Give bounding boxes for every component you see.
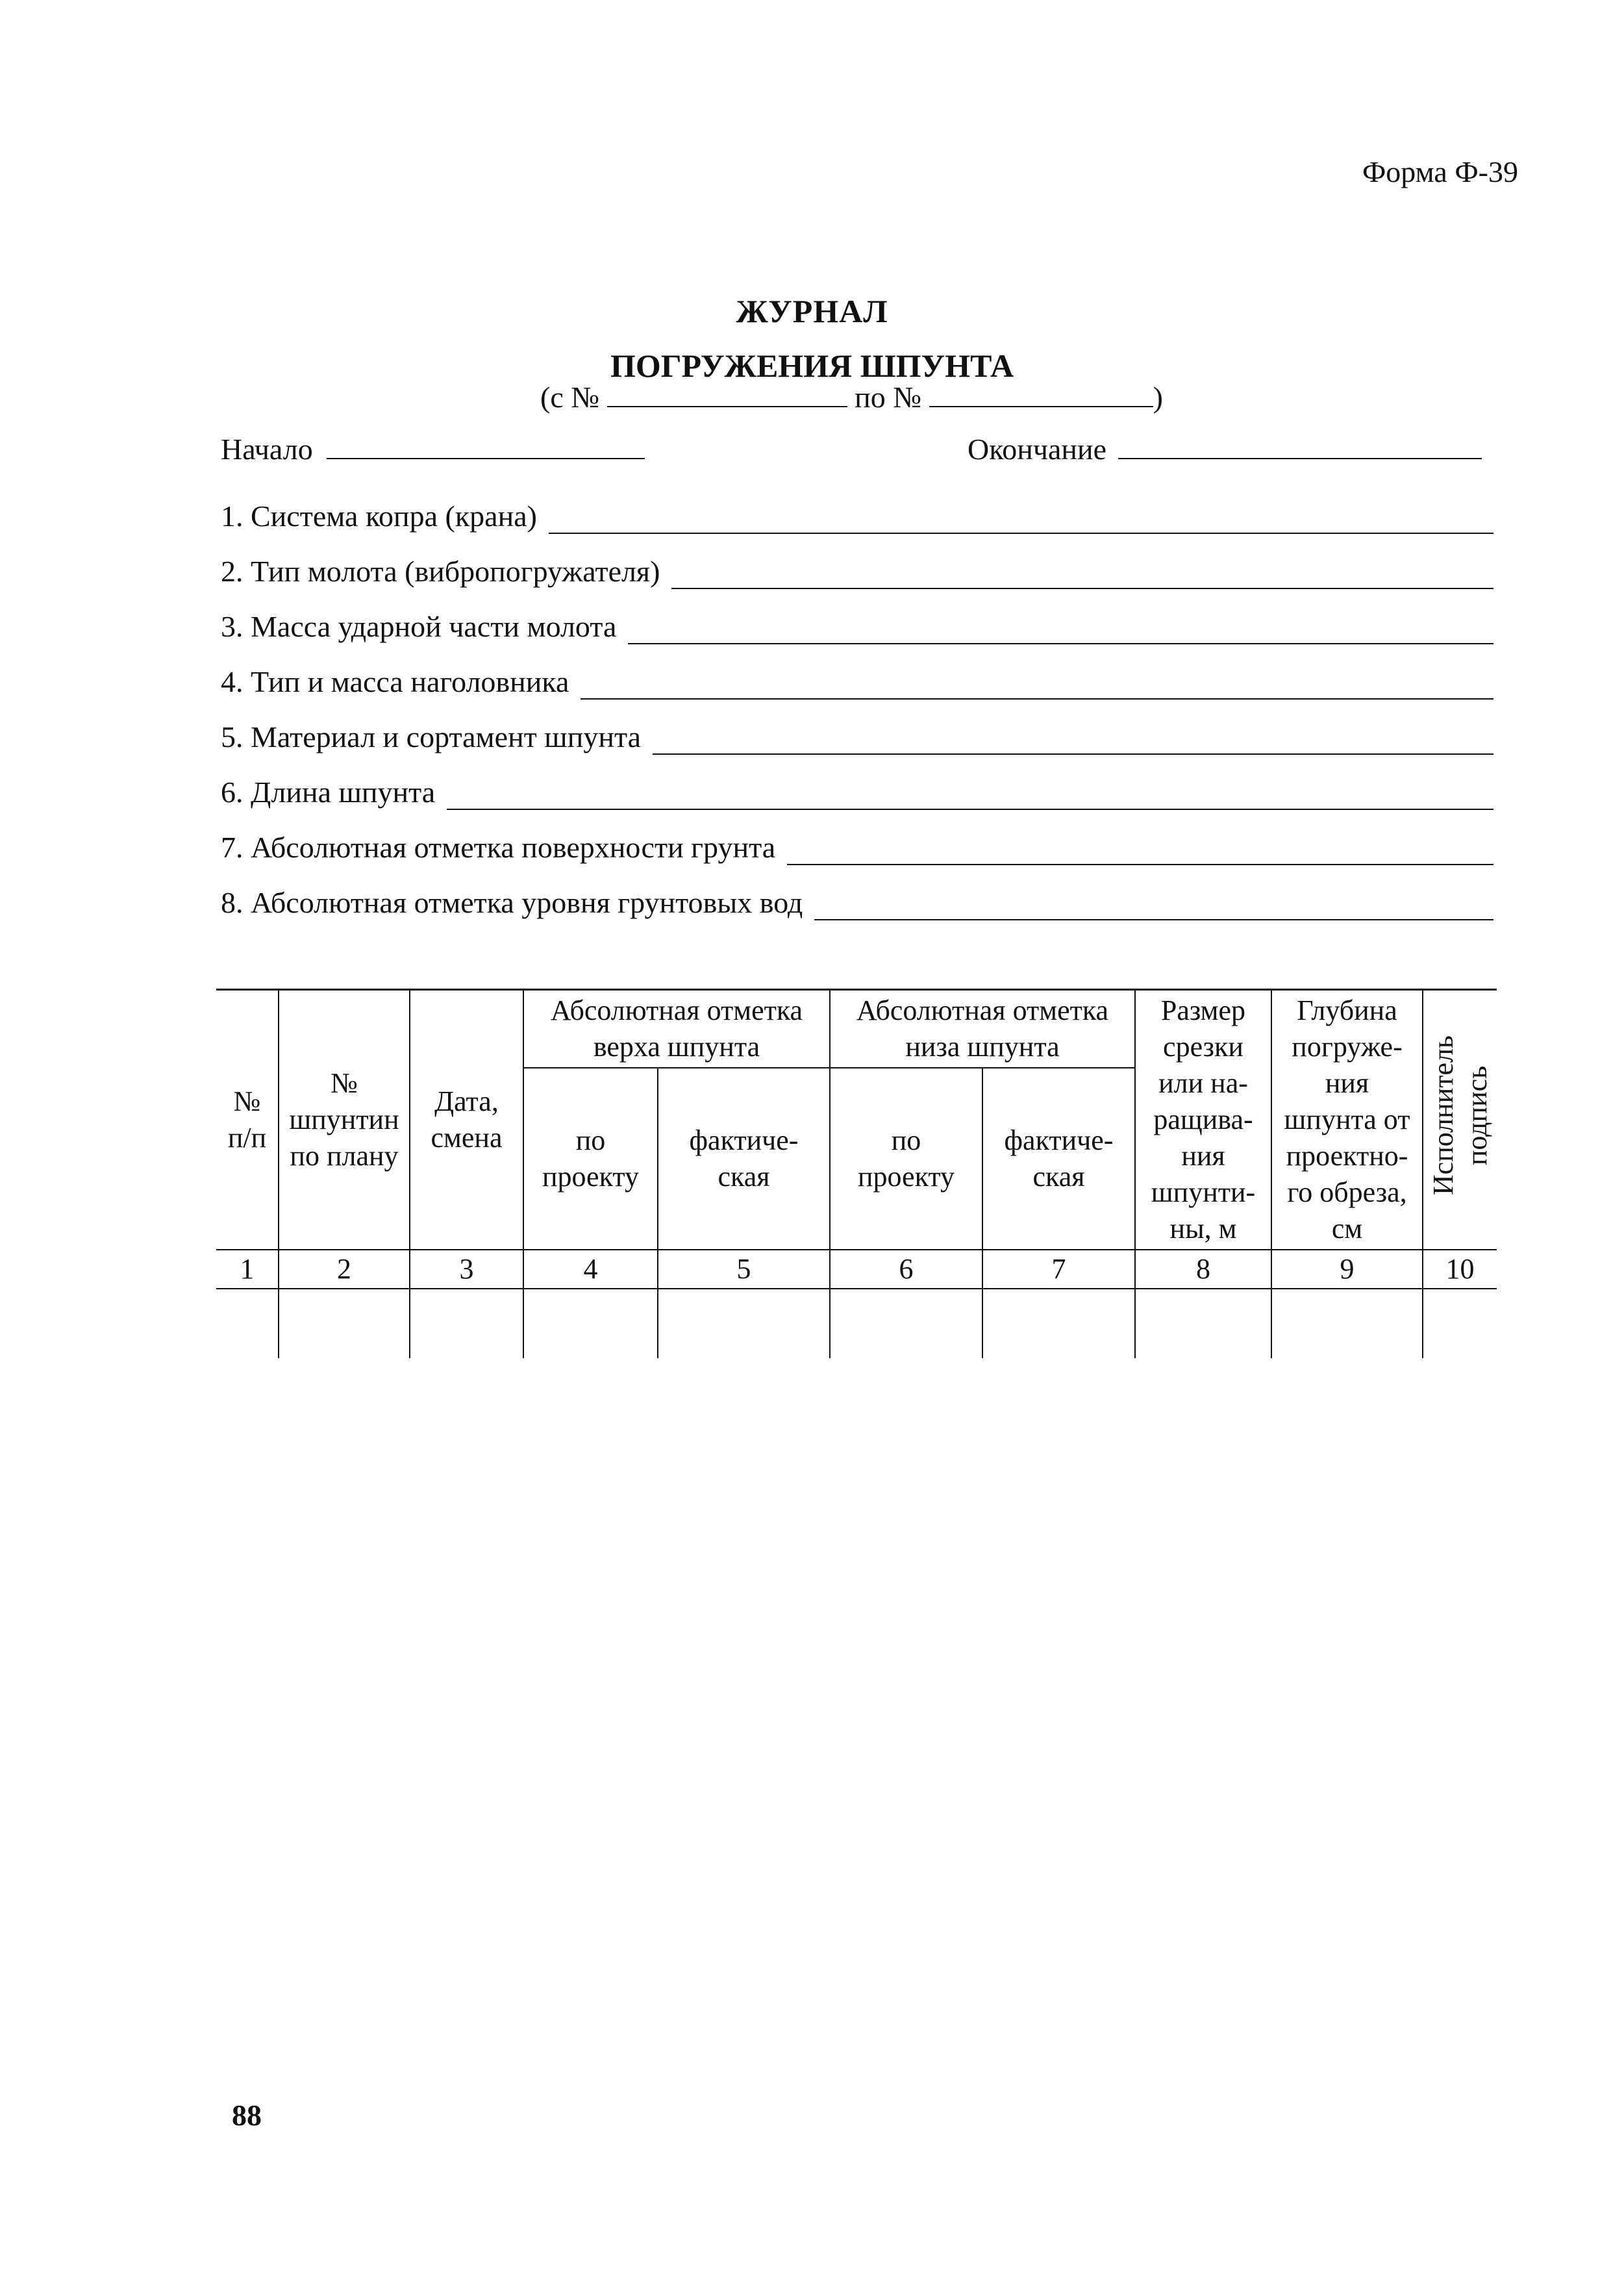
field-label: 5. Материал и сортамент шпунта xyxy=(221,720,642,753)
header-col-3: Дата, смена xyxy=(410,990,523,1250)
title-block xyxy=(0,288,1624,388)
table-cell[interactable] xyxy=(830,1289,982,1358)
range-to-field[interactable] xyxy=(929,380,1153,407)
field-line[interactable] xyxy=(628,609,1493,644)
field-row xyxy=(221,885,1493,941)
field-row xyxy=(221,720,1493,775)
header-row-1 xyxy=(216,990,1497,1068)
table-row xyxy=(216,1289,1497,1358)
column-numbers-row xyxy=(216,1250,1497,1289)
field-row xyxy=(221,775,1493,830)
field-label: 8. Абсолютная отметка уровня грунтовых вод xyxy=(221,886,803,919)
header-col-2: № шпунтин по плану xyxy=(279,990,410,1250)
col-number: 5 xyxy=(658,1250,830,1289)
table-cell[interactable] xyxy=(279,1289,410,1358)
col-number: 2 xyxy=(279,1250,410,1289)
field-label: 7. Абсолютная отметка поверхности грунта xyxy=(221,831,776,864)
start-end-row xyxy=(221,432,1493,466)
col-number: 6 xyxy=(830,1250,982,1289)
header-col-9: Глубина погруже- ния шпунта от проектно- го обреза, см xyxy=(1271,990,1423,1250)
col-number: 9 xyxy=(1271,1250,1423,1289)
field-row xyxy=(221,830,1493,885)
table-cell[interactable] xyxy=(410,1289,523,1358)
col-number: 3 xyxy=(410,1250,523,1289)
form-number: Форма Ф-39 xyxy=(1362,155,1518,188)
header-col-6: по проекту xyxy=(830,1068,982,1250)
header-col-5: фактиче- ская xyxy=(658,1068,830,1250)
table-cell[interactable] xyxy=(1423,1289,1497,1358)
field-label: 1. Система копра (крана) xyxy=(221,499,537,533)
table-cell[interactable] xyxy=(216,1289,279,1358)
range-from-field[interactable] xyxy=(607,380,847,407)
range-close: ) xyxy=(1153,381,1163,414)
field-row xyxy=(221,499,1493,554)
field-line[interactable] xyxy=(671,554,1493,589)
table-cell[interactable] xyxy=(1135,1289,1271,1358)
field-row xyxy=(221,554,1493,609)
fields-list xyxy=(221,499,1493,941)
field-label: 6. Длина шпунта xyxy=(221,776,436,809)
start-field[interactable] xyxy=(327,432,645,459)
col-number: 8 xyxy=(1135,1250,1271,1289)
header-col-8: Размер срезки или на- ращива- ния шпунти- ны, м xyxy=(1135,990,1271,1250)
end-field[interactable] xyxy=(1118,432,1482,459)
page-subtitle: ПОГРУЖЕНИЯ ШПУНТА xyxy=(610,347,1014,384)
range-line xyxy=(540,380,1163,414)
field-line[interactable] xyxy=(787,830,1493,865)
field-line[interactable] xyxy=(814,885,1493,920)
range-to-label: по № xyxy=(855,381,922,414)
field-label: 4. Тип и масса наголовника xyxy=(221,665,569,698)
col-number: 1 xyxy=(216,1250,279,1289)
header-col-7: фактиче- ская xyxy=(982,1068,1135,1250)
page-title: ЖУРНАЛ xyxy=(736,293,888,329)
col-number: 4 xyxy=(523,1250,658,1289)
field-row xyxy=(221,664,1493,720)
field-line[interactable] xyxy=(549,499,1493,534)
table-cell[interactable] xyxy=(1271,1289,1423,1358)
table-cell[interactable] xyxy=(982,1289,1135,1358)
field-label: 2. Тип молота (вибропогружателя) xyxy=(221,555,660,588)
field-line[interactable] xyxy=(447,775,1493,810)
end-part xyxy=(968,432,1482,466)
range-from-label: (с № xyxy=(540,381,600,414)
header-col-10-text: Исполнитель подпись xyxy=(1427,1035,1493,1196)
header-group-top: Абсолютная отметка верха шпунта xyxy=(523,990,830,1068)
journal-table xyxy=(216,989,1497,1358)
table-cell[interactable] xyxy=(523,1289,658,1358)
field-label: 3. Масса ударной части молота xyxy=(221,610,617,643)
field-line[interactable] xyxy=(653,720,1493,755)
header-col-10 xyxy=(1423,990,1497,1250)
page-number: 88 xyxy=(232,2099,262,2132)
field-line[interactable] xyxy=(581,664,1493,700)
header-col-4: по проекту xyxy=(523,1068,658,1250)
header-group-bottom: Абсолютная отметка низа шпунта xyxy=(830,990,1135,1068)
col-number: 10 xyxy=(1423,1250,1497,1289)
end-label: Окончание xyxy=(968,433,1107,466)
table-cell[interactable] xyxy=(658,1289,830,1358)
header-col-1: № п/п xyxy=(216,990,279,1250)
field-row xyxy=(221,609,1493,664)
start-label: Начало xyxy=(221,433,313,466)
col-number: 7 xyxy=(982,1250,1135,1289)
